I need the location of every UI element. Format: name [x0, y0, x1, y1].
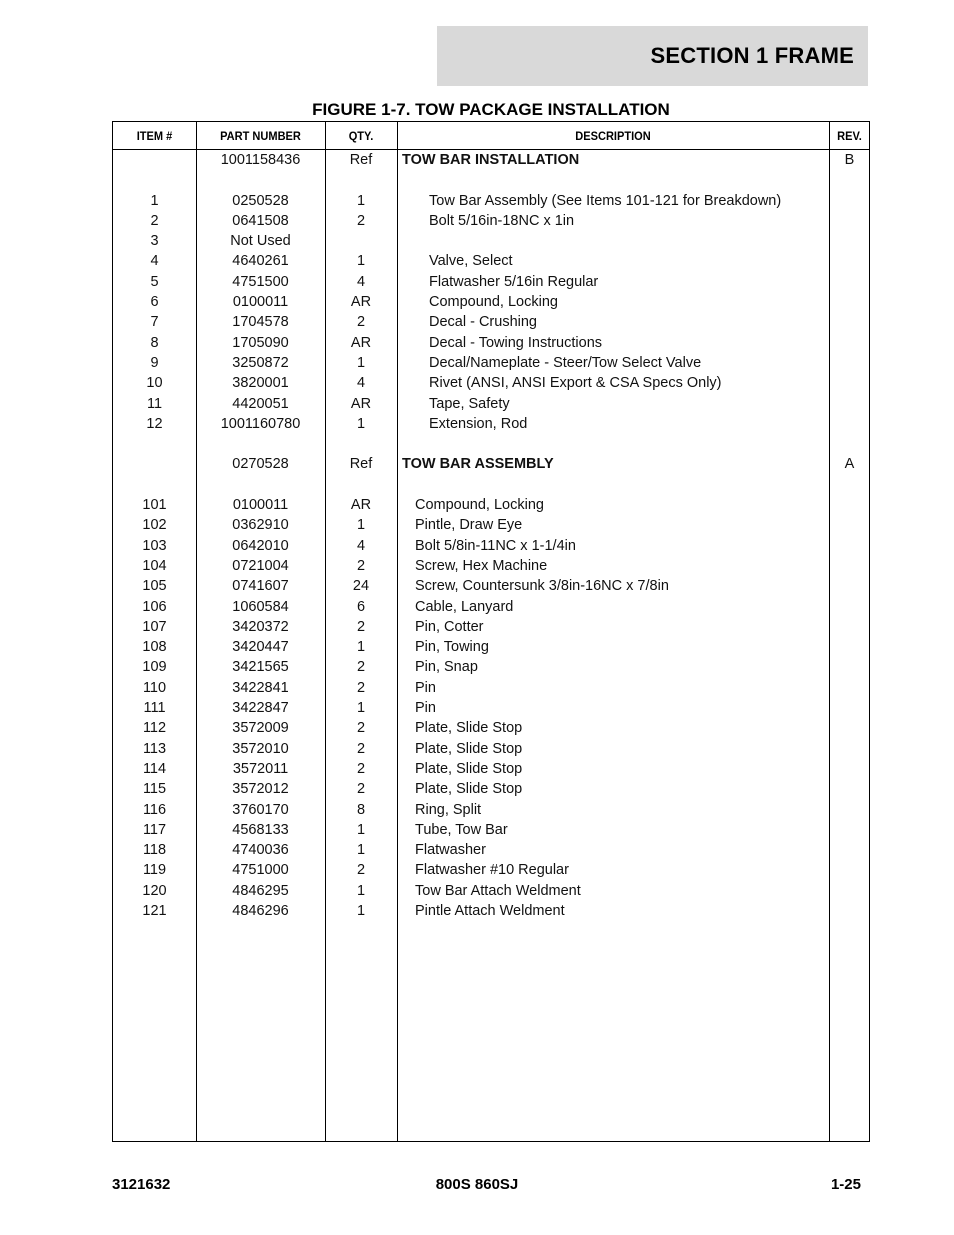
- cell-item: 108: [142, 639, 167, 656]
- cell-part-number: 0641508: [232, 212, 289, 229]
- table-row: [113, 231, 869, 251]
- cell-qty: 2: [356, 679, 366, 696]
- cell-qty: 2: [356, 618, 366, 635]
- cell-description: Plate, Slide Stop: [415, 740, 523, 757]
- table-row: [113, 576, 869, 596]
- cell-part-number: 1001160780: [220, 415, 301, 432]
- cell-qty: 2: [356, 212, 366, 229]
- table-row: [113, 536, 869, 556]
- cell-part-number: 0741607: [232, 578, 289, 595]
- cell-description: Flatwasher 5/16in Regular: [429, 273, 599, 290]
- cell-part-number: 4846295: [232, 882, 289, 899]
- cell-part-number: 4751500: [232, 273, 289, 290]
- table-row: [113, 881, 869, 901]
- cell-item: 4: [150, 253, 159, 270]
- table-row: [113, 333, 869, 353]
- cell-part-number: 1060584: [232, 598, 289, 615]
- table-row: [113, 556, 869, 576]
- cell-part-number: 3421565: [232, 659, 289, 676]
- table-row: [113, 657, 869, 677]
- cell-qty: 24: [352, 578, 370, 595]
- cell-item: 112: [142, 720, 167, 737]
- table-row: [113, 617, 869, 637]
- cell-description: Flatwasher: [415, 842, 486, 859]
- cell-item: 117: [142, 821, 167, 838]
- cell-description: Decal - Crushing: [429, 314, 537, 331]
- cell-item: 115: [142, 781, 167, 798]
- cell-item: 12: [146, 415, 163, 432]
- cell-qty: 1: [356, 821, 366, 838]
- cell-part-number: 3760170: [232, 801, 289, 818]
- cell-item: 101: [142, 497, 167, 514]
- cell-qty: 2: [356, 781, 366, 798]
- cell-part-number: 0100011: [232, 294, 289, 311]
- cell-description: TOW BAR ASSEMBLY: [402, 456, 554, 473]
- cell-description: Pin, Snap: [415, 659, 478, 676]
- cell-item: 106: [142, 598, 167, 615]
- cell-item: 110: [142, 679, 167, 696]
- cell-qty: 1: [356, 639, 366, 656]
- cell-qty: 1: [356, 354, 366, 371]
- cell-part-number: 0270528: [232, 456, 289, 473]
- table-body: [113, 150, 869, 921]
- cell-qty: 1: [356, 253, 366, 270]
- cell-item: 105: [142, 578, 167, 595]
- cell-rev: A: [844, 456, 855, 473]
- cell-item: 6: [150, 294, 159, 311]
- cell-part-number: 4751000: [232, 862, 289, 879]
- cell-description: Pintle, Draw Eye: [415, 517, 523, 534]
- cell-item: 8: [150, 334, 159, 351]
- cell-part-number: 1704578: [232, 314, 289, 331]
- cell-part-number: 3422847: [232, 700, 289, 717]
- cell-part-number: 3572010: [232, 740, 289, 757]
- cell-description: Cable, Lanyard: [415, 598, 514, 615]
- cell-item: 114: [142, 760, 167, 777]
- table-row: [113, 251, 869, 271]
- cell-qty: AR: [350, 294, 372, 311]
- cell-qty: 2: [356, 720, 366, 737]
- cell-item: 109: [142, 659, 167, 676]
- cell-part-number: 4740036: [232, 842, 289, 859]
- table-row: [113, 150, 869, 170]
- table-row: [113, 860, 869, 880]
- cell-qty: AR: [350, 334, 372, 351]
- cell-description: Extension, Rod: [429, 415, 528, 432]
- table-row: [113, 414, 869, 434]
- cell-item: 11: [146, 395, 163, 412]
- cell-part-number: 1001158436: [220, 152, 301, 168]
- cell-description: Tow Bar Attach Weldment: [415, 882, 581, 899]
- cell-qty: 6: [356, 598, 366, 615]
- cell-description: Rivet (ANSI, ANSI Export & CSA Specs Only): [429, 375, 722, 392]
- footer-document-number: 3121632: [112, 1176, 171, 1193]
- cell-description: Pin: [415, 679, 436, 696]
- cell-item: 107: [142, 618, 167, 635]
- cell-qty: 2: [356, 740, 366, 757]
- cell-item: 120: [142, 882, 167, 899]
- cell-qty: 1: [356, 192, 366, 209]
- cell-description: Valve, Select: [429, 253, 513, 270]
- table-row: [113, 637, 869, 657]
- cell-part-number: 0642010: [232, 537, 289, 554]
- table-row: [113, 272, 869, 292]
- cell-description: Pin, Towing: [415, 639, 489, 656]
- cell-qty: 8: [356, 801, 366, 818]
- cell-item: 104: [142, 557, 167, 574]
- table-row: [113, 597, 869, 617]
- cell-description: Screw, Countersunk 3/8in-16NC x 7/8in: [415, 578, 669, 595]
- cell-qty: 4: [356, 273, 366, 290]
- cell-description: Plate, Slide Stop: [415, 760, 523, 777]
- cell-part-number: 3250872: [232, 354, 289, 371]
- cell-part-number: 4846296: [232, 902, 289, 919]
- cell-rev: B: [844, 152, 855, 168]
- section-title: SECTION 1 FRAME: [650, 43, 854, 68]
- table-row: [113, 515, 869, 535]
- table-row: [113, 840, 869, 860]
- cell-qty: 4: [356, 537, 366, 554]
- table-row: [113, 820, 869, 840]
- table-row: [113, 698, 869, 718]
- cell-part-number: 0250528: [232, 192, 289, 209]
- table-row: [113, 394, 869, 414]
- table-row: [113, 191, 869, 211]
- section-header: [437, 26, 868, 86]
- parts-table: [112, 121, 870, 1142]
- cell-qty: 1: [356, 882, 366, 899]
- cell-item: 5: [150, 273, 159, 290]
- cell-description: Flatwasher #10 Regular: [415, 862, 569, 879]
- cell-description: Pintle Attach Weldment: [415, 902, 565, 919]
- column-header-item: ITEM #: [136, 128, 173, 143]
- cell-description: Tape, Safety: [429, 395, 510, 412]
- footer-model: 800S 860SJ: [435, 1176, 519, 1193]
- cell-part-number: Not Used: [230, 233, 291, 250]
- cell-part-number: 3572012: [232, 781, 289, 798]
- column-header-description: DESCRIPTION: [575, 128, 651, 143]
- cell-item: 121: [142, 902, 167, 919]
- cell-qty: 2: [356, 862, 366, 879]
- table-row: [113, 678, 869, 698]
- cell-qty: AR: [350, 395, 372, 412]
- table-row: [113, 475, 869, 495]
- cell-qty: 1: [356, 415, 366, 432]
- cell-qty: 1: [356, 902, 366, 919]
- cell-part-number: 3572011: [232, 760, 289, 777]
- cell-description: Tow Bar Assembly (See Items 101-121 for Breakdown): [429, 192, 782, 209]
- cell-part-number: 3422841: [232, 679, 289, 696]
- cell-qty: Ref: [349, 456, 373, 473]
- cell-qty: 1: [356, 842, 366, 859]
- cell-item: 113: [142, 740, 167, 757]
- table-row: [113, 170, 869, 190]
- table-row: [113, 495, 869, 515]
- column-header-part-number: PART NUMBER: [220, 128, 301, 143]
- cell-description: Decal - Towing Instructions: [429, 334, 603, 351]
- cell-item: 10: [146, 375, 163, 392]
- cell-qty: Ref: [349, 152, 373, 168]
- cell-qty: 4: [356, 375, 366, 392]
- column-header-rev: REV.: [837, 128, 862, 143]
- cell-item: 9: [150, 354, 159, 371]
- cell-item: 119: [142, 862, 167, 879]
- cell-description: TOW BAR INSTALLATION: [402, 152, 580, 168]
- cell-part-number: 3420447: [232, 639, 289, 656]
- table-row: [113, 353, 869, 373]
- cell-qty: 1: [356, 700, 366, 717]
- table-row: [113, 759, 869, 779]
- table-row: [113, 800, 869, 820]
- cell-part-number: 0100011: [232, 497, 289, 514]
- cell-part-number: 0362910: [232, 517, 289, 534]
- figure-title: FIGURE 1-7. TOW PACKAGE INSTALLATION: [312, 100, 670, 119]
- cell-description: Ring, Split: [415, 801, 482, 818]
- table-row: [113, 739, 869, 759]
- table-row: [113, 292, 869, 312]
- cell-item: 2: [150, 212, 159, 229]
- cell-description: Pin: [415, 700, 436, 717]
- cell-description: Compound, Locking: [415, 497, 544, 514]
- cell-description: Plate, Slide Stop: [415, 781, 523, 798]
- cell-part-number: 3820001: [232, 375, 289, 392]
- table-row: [113, 373, 869, 393]
- cell-part-number: 4420051: [232, 395, 289, 412]
- cell-part-number: 3572009: [232, 720, 289, 737]
- table-row: [113, 312, 869, 332]
- cell-description: Compound, Locking: [429, 294, 558, 311]
- cell-qty: 2: [356, 314, 366, 331]
- cell-description: Screw, Hex Machine: [415, 557, 548, 574]
- cell-part-number: 4640261: [232, 253, 289, 270]
- table-row: [113, 434, 869, 454]
- cell-item: 111: [143, 700, 166, 717]
- cell-part-number: 1705090: [232, 334, 289, 351]
- cell-description: Bolt 5/16in-18NC x 1in: [429, 212, 575, 229]
- cell-description: Tube, Tow Bar: [415, 821, 508, 838]
- cell-item: 7: [150, 314, 159, 331]
- table-row: [113, 454, 869, 474]
- cell-qty: 2: [356, 557, 366, 574]
- cell-item: 103: [142, 537, 167, 554]
- table-row: [113, 718, 869, 738]
- cell-item: 116: [142, 801, 167, 818]
- cell-item: 118: [142, 842, 167, 859]
- cell-qty: 2: [356, 760, 366, 777]
- table-row: [113, 211, 869, 231]
- column-header-qty: QTY.: [348, 128, 374, 143]
- footer-page-number: 1-25: [830, 1176, 861, 1193]
- cell-qty: 2: [356, 659, 366, 676]
- cell-description: Pin, Cotter: [415, 618, 484, 635]
- cell-part-number: 0721004: [232, 557, 289, 574]
- cell-qty: 1: [356, 517, 366, 534]
- cell-part-number: 3420372: [232, 618, 289, 635]
- cell-description: Decal/Nameplate - Steer/Tow Select Valve: [429, 354, 702, 371]
- cell-description: Plate, Slide Stop: [415, 720, 523, 737]
- cell-description: Bolt 5/8in-11NC x 1-1/4in: [415, 537, 576, 554]
- table-row: [113, 779, 869, 799]
- cell-item: 3: [150, 233, 159, 250]
- cell-part-number: 4568133: [232, 821, 289, 838]
- cell-item: 1: [150, 192, 159, 209]
- cell-qty: AR: [350, 497, 372, 514]
- table-row: [113, 901, 869, 921]
- cell-item: 102: [142, 517, 167, 534]
